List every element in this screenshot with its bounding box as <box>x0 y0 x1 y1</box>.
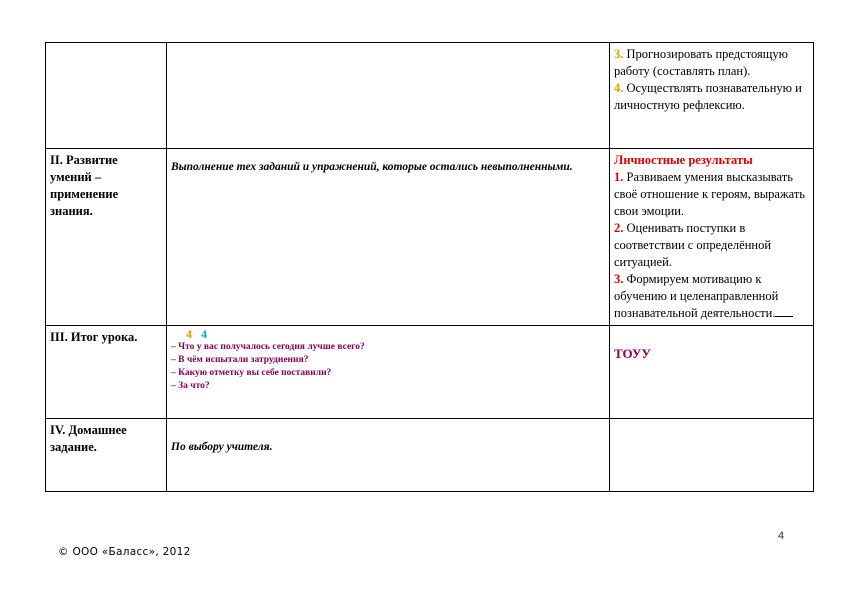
result-number: 4. <box>614 81 624 95</box>
page-number: 4 <box>778 530 785 542</box>
activity-text: По выбору учителя. <box>171 441 273 453</box>
results-label: ТОУУ <box>614 346 651 361</box>
list-item: – Какую отметку вы себе поставили? <box>171 368 332 378</box>
list-item: – Что у вас получалось сегодня лучше всего? <box>171 342 365 352</box>
result-text: Формируем мотивацию к обучению и целенаправленной познавательной деятельности. <box>614 272 779 320</box>
list-item: – За что? <box>171 381 210 391</box>
stage-cell: III. Итог урока. <box>46 326 167 419</box>
activity-text: Выполнение тех заданий и упражнений, которые остались невыполненными. <box>171 161 573 173</box>
table-row <box>46 149 814 326</box>
result-text: Прогнозировать предстоящую работу (составлять план). <box>614 47 788 78</box>
results-cell <box>610 326 814 419</box>
results-cell <box>610 43 814 149</box>
result-item <box>614 271 809 322</box>
copyright-footer: © ООО «Баласс», 2012 <box>58 546 191 558</box>
result-number: 2. <box>614 221 624 235</box>
results-cell <box>610 419 814 492</box>
activity-cell <box>167 149 610 326</box>
stage-cell <box>46 43 167 149</box>
lesson-plan-table <box>45 42 814 492</box>
result-number: 1. <box>614 170 624 184</box>
activity-cell <box>167 326 610 419</box>
stage-cell: II. Развитие умений – применение знания. <box>46 149 167 326</box>
result-number: 3. <box>614 47 624 61</box>
result-item <box>614 220 809 271</box>
list-item: – В чём испытали затруднения? <box>171 355 309 365</box>
table-row <box>46 326 814 419</box>
table-row <box>46 419 814 492</box>
result-number: 3. <box>614 272 624 286</box>
results-cell <box>610 149 814 326</box>
marker-digit: 4 <box>186 327 192 341</box>
results-title: Личностные результаты <box>614 153 753 167</box>
result-item <box>614 169 809 220</box>
result-item <box>614 80 809 114</box>
question-list <box>171 341 605 393</box>
result-text: Осуществлять познавательную и личностную рефлексию. <box>614 81 802 112</box>
text-cursor-mark <box>775 306 793 317</box>
activity-cell <box>167 419 610 492</box>
marker-digit: 4 <box>201 327 207 341</box>
activity-cell <box>167 43 610 149</box>
result-item <box>614 46 809 80</box>
result-text: Развиваем умения высказывать своё отношение к героям, выражать свои эмоции. <box>614 170 806 218</box>
table-row <box>46 43 814 149</box>
marker-digits <box>171 328 605 341</box>
stage-cell: IV. Домашнее задание. <box>46 419 167 492</box>
result-text: Оценивать поступки в соответствии с определённой ситуацией. <box>614 221 772 269</box>
